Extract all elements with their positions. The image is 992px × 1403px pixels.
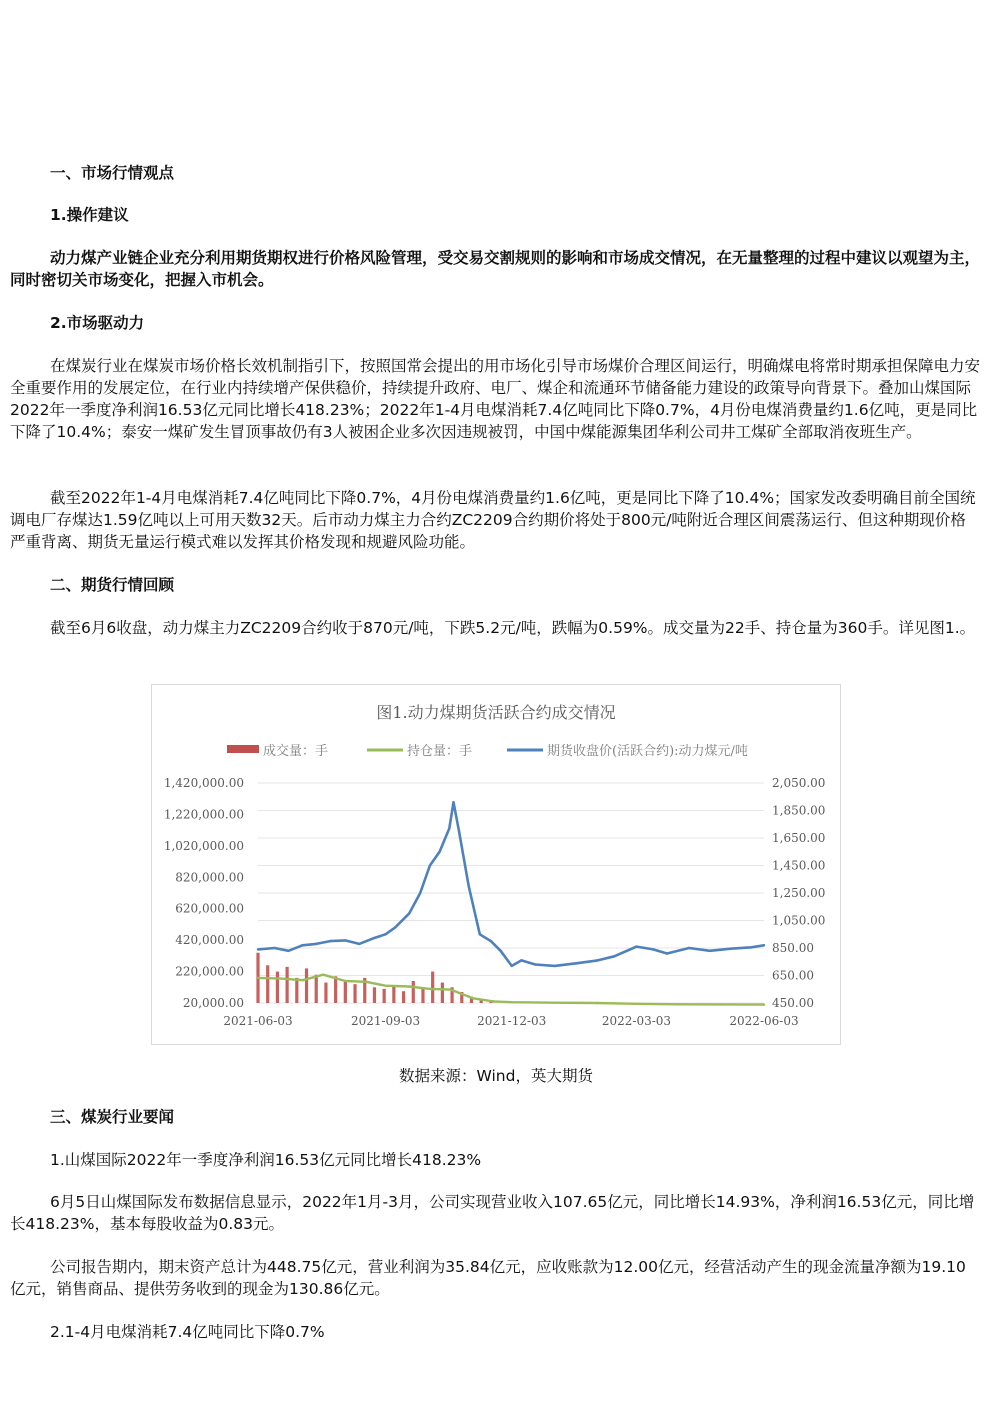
section-1-heading: 一、市场行情观点 xyxy=(50,164,175,182)
series-line-1 xyxy=(258,975,764,1005)
series-point-2 xyxy=(613,955,615,957)
series-point-2 xyxy=(750,946,752,948)
series-point-2 xyxy=(452,801,454,803)
series-point-1 xyxy=(408,985,410,987)
series-point-1 xyxy=(510,1001,512,1003)
series-point-2 xyxy=(730,947,732,949)
y-right-tick-label: 1,650.00 xyxy=(772,831,826,845)
y-right-tick-label: 1,050.00 xyxy=(772,913,826,928)
series-point-2 xyxy=(394,926,396,928)
market-driver-paragraph-2: 截至2022年1-4月电煤消耗7.4亿吨同比下降0.7%，4月份电煤消费量约1.6亿吨，更是同比下降了10.4%；国家发改委明确目前全国统调电厂存煤达1.59亿吨以上可用天数32天。后市动力煤主力合约ZC2209合约期价将处于800元/吨附近合理区间震荡运行、但这种期现价格严重背离、期货无量运行模式难以发挥其价格发现和规避风险功能。 xyxy=(10,489,976,551)
y-right-tick-label: 450.00 xyxy=(772,996,814,1010)
series-point-2 xyxy=(287,950,289,952)
y-right-tick-label: 850.00 xyxy=(772,941,814,955)
series-point-2 xyxy=(490,940,492,942)
y-left-tick-label: 420,000.00 xyxy=(175,933,244,948)
x-tick-label: 2022-03-03 xyxy=(601,1014,672,1028)
volume-bar xyxy=(353,984,356,1003)
series-point-2 xyxy=(534,963,536,965)
series-point-2 xyxy=(499,950,501,952)
volume-bar xyxy=(383,989,386,1003)
futures-chart xyxy=(152,685,840,1044)
series-point-1 xyxy=(257,977,259,979)
data-source-caption: 数据来源：Wind，英大期货 xyxy=(399,1067,593,1085)
section-1-2-heading: 2.市场驱动力 xyxy=(50,314,145,332)
series-point-2 xyxy=(709,950,711,952)
legend-label-1: 持仓量：手 xyxy=(407,744,473,759)
y-right-tick-label: 1,450.00 xyxy=(772,858,826,873)
x-tick-label: 2021-12-03 xyxy=(477,1014,547,1028)
series-point-1 xyxy=(280,977,282,979)
series-point-1 xyxy=(322,974,324,976)
volume-bar xyxy=(373,987,376,1003)
series-line-2 xyxy=(258,802,764,966)
series-point-1 xyxy=(492,1000,494,1002)
series-point-1 xyxy=(763,1003,765,1005)
y-right-tick-label: 1,850.00 xyxy=(772,803,826,818)
volume-bar xyxy=(295,978,298,1003)
series-point-2 xyxy=(468,885,470,887)
series-point-2 xyxy=(358,943,360,945)
volume-bar xyxy=(344,981,347,1003)
series-point-2 xyxy=(553,965,555,967)
y-right-tick-label: 650.00 xyxy=(772,968,814,983)
news-1-heading: 1.山煤国际2022年一季度净利润16.53亿元同比增长418.23% xyxy=(50,1151,482,1169)
volume-bar xyxy=(286,967,289,1003)
y-left-tick-label: 620,000.00 xyxy=(175,901,244,916)
volume-bar xyxy=(412,981,415,1003)
y-left-tick-label: 1,420,000.00 xyxy=(163,776,244,790)
legend-label-0: 成交量：手 xyxy=(263,744,329,759)
series-point-2 xyxy=(429,864,431,866)
series-point-2 xyxy=(510,965,512,967)
series-point-2 xyxy=(763,944,765,946)
volume-bar xyxy=(334,976,337,1003)
series-point-2 xyxy=(458,830,460,832)
series-point-2 xyxy=(438,851,440,853)
series-point-2 xyxy=(635,945,637,947)
volume-bar xyxy=(421,989,424,1003)
series-point-1 xyxy=(472,997,474,999)
section-1-1-heading: 1.操作建议 xyxy=(50,206,129,224)
chart-title: 图1.动力煤期货活跃合约成交情况 xyxy=(376,703,616,722)
series-point-2 xyxy=(257,948,259,950)
y-right-tick-label: 2,050.00 xyxy=(772,776,826,790)
series-point-2 xyxy=(596,959,598,961)
volume-bar xyxy=(402,991,405,1003)
legend-label-2: 期货收盘价(活跃合约):动力煤元/吨 xyxy=(547,744,748,759)
news-1-paragraph-1: 6月5日山煤国际发布数据信息显示，2022年1月-3月，公司实现营业收入107.65亿元，同比增长14.93%，净利润16.53亿元，同比增长418.23%，基本每股收益为0.83元。 xyxy=(10,1193,975,1233)
volume-bar xyxy=(431,972,434,1003)
section-2-heading: 二、期货行情回顾 xyxy=(50,576,175,594)
series-point-2 xyxy=(273,947,275,949)
series-point-2 xyxy=(688,947,690,949)
volume-bar xyxy=(305,968,308,1003)
series-point-2 xyxy=(372,937,374,939)
series-point-1 xyxy=(365,981,367,983)
x-tick-label: 2022-06-03 xyxy=(729,1014,799,1028)
series-point-2 xyxy=(301,944,303,946)
news-2-heading: 2.1-4月电煤消耗7.4亿吨同比下降0.7% xyxy=(50,1323,325,1341)
volume-bar xyxy=(441,983,444,1003)
news-1-paragraph-2: 公司报告期内，期末资产总计为448.75亿元，营业利润为35.84亿元，应收账款为12.00亿元，经营活动产生的现金流量净额为19.10亿元，销售商品、提供劳务收到的现金为130.86亿元。 xyxy=(10,1258,966,1298)
y-left-tick-label: 1,020,000.00 xyxy=(163,838,244,853)
y-right-tick-label: 1,250.00 xyxy=(772,886,826,900)
series-point-2 xyxy=(315,943,317,945)
y-left-tick-label: 820,000.00 xyxy=(175,870,244,885)
y-left-tick-label: 1,220,000.00 xyxy=(163,807,244,822)
series-point-2 xyxy=(520,959,522,961)
series-point-1 xyxy=(596,1002,598,1004)
series-point-2 xyxy=(577,962,579,964)
series-point-1 xyxy=(344,980,346,982)
series-point-2 xyxy=(666,952,668,954)
volume-bar xyxy=(276,972,279,1003)
x-tick-label: 2021-09-03 xyxy=(350,1014,421,1028)
chart-container xyxy=(151,684,841,1045)
series-point-2 xyxy=(408,912,410,914)
series-point-2 xyxy=(448,827,450,829)
volume-bar xyxy=(315,975,318,1003)
section-3-heading: 三、煤炭行业要闻 xyxy=(50,1108,175,1126)
series-point-2 xyxy=(344,939,346,941)
volume-bar xyxy=(266,965,269,1003)
x-tick-label: 2021-06-03 xyxy=(223,1014,293,1028)
series-point-1 xyxy=(553,1001,555,1003)
series-point-2 xyxy=(329,940,331,942)
series-point-2 xyxy=(652,948,654,950)
series-point-1 xyxy=(678,1003,680,1005)
series-point-1 xyxy=(429,988,431,990)
series-point-1 xyxy=(384,985,386,987)
y-left-tick-label: 20,000.00 xyxy=(182,996,244,1010)
series-point-1 xyxy=(449,988,451,990)
series-point-1 xyxy=(635,1003,637,1005)
operation-advice-paragraph: 动力煤产业链企业充分利用期货期权进行价格风险管理，受交易交割规则的影响和市场成交情况，在无量整理的过程中建议以观望为主，同时密切关市场变化，把握入市机会。 xyxy=(10,249,981,289)
y-left-tick-label: 220,000.00 xyxy=(175,964,244,979)
series-point-2 xyxy=(479,933,481,935)
series-point-2 xyxy=(384,933,386,935)
series-point-2 xyxy=(419,892,421,894)
series-point-1 xyxy=(720,1003,722,1005)
series-point-1 xyxy=(301,979,303,981)
futures-review-paragraph: 截至6月6收盘，动力煤主力ZC2209合约收于870元/吨，下跌5.2元/吨，跌幅为0.59%。成交量为22手、持仓量为360手。详见图1.。 xyxy=(50,619,976,637)
volume-bar xyxy=(324,983,327,1003)
volume-bar xyxy=(392,986,395,1003)
market-driver-paragraph-1: 在煤炭行业在煤炭市场价格长效机制指引下，按照国常会提出的用市场化引导市场煤价合理区间运行，明确煤电将常时期承担保障电力安全重要作用的发展定位，在行业内持续增产保供稳价，持续提升政府、电厂、煤企和流通环节储备能力建设的政策导向背景下。叠加山煤国际2022年一季度净利润16.53亿元同比增长418.23%；2022年1-4月电煤消耗7.4亿吨同比下降0.7%，4月份电煤消费量约1.6亿吨，更是同比下降了10.4%；泰安一煤矿发生冒顶事故仍有3人被困企业多次因违规被罚，中国中煤能源集团华利公司井工煤矿全部取消夜班生产。 xyxy=(10,357,981,441)
legend-swatch-0 xyxy=(227,745,259,753)
